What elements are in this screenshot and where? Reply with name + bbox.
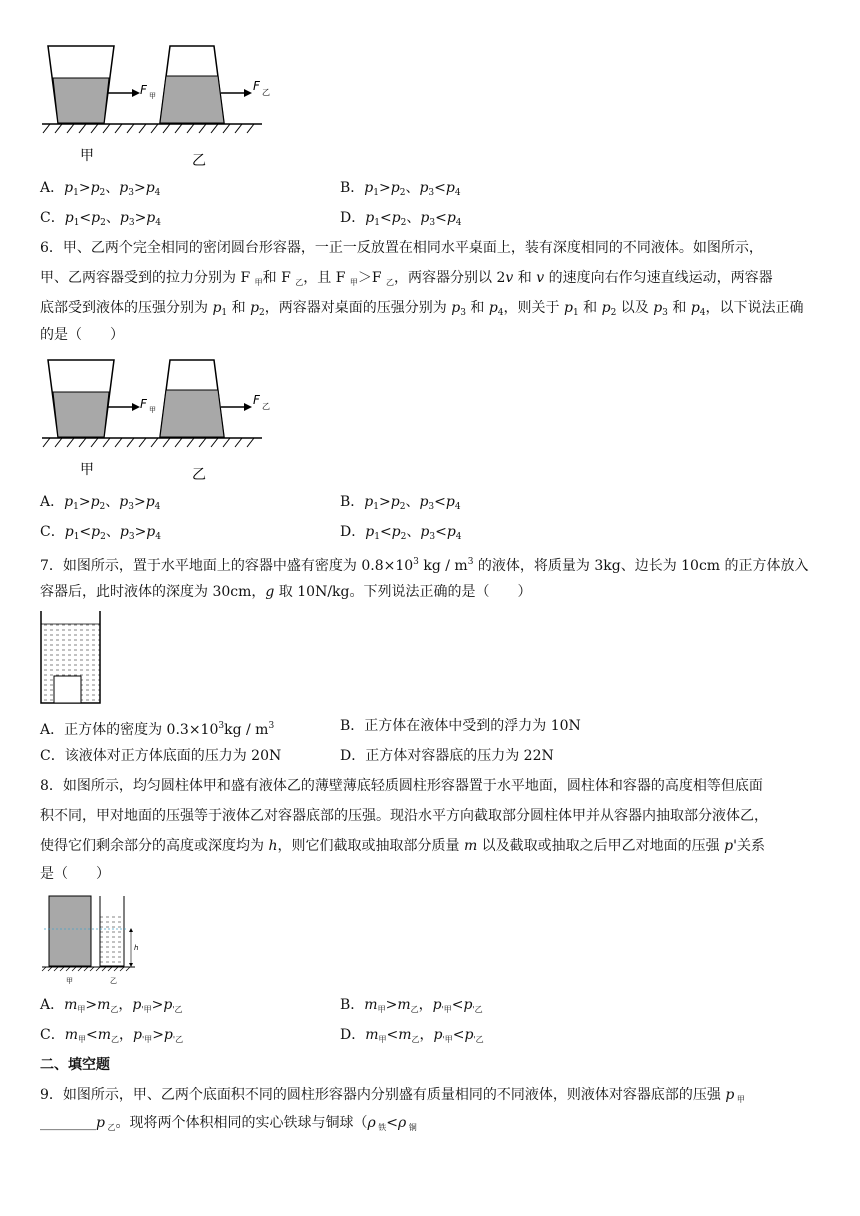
force-yi-label: F — [253, 393, 260, 407]
force-yi-label: F — [253, 79, 260, 93]
q8-option-a[interactable]: A．$m_甲>m_乙$，$p_{'甲}>p_{'乙}$ — [40, 997, 183, 1014]
q8-stem-line3: 使得它们剩余部分的高度或深度均为 h，则它们截取或抽取部分质量 m 以及截取或抽取之后甲乙对地面的压强 p'关系 — [40, 838, 765, 854]
figure-containers-q5 — [40, 38, 280, 173]
q6-option-b[interactable]: B．$p_1>p_2$、$p_3<p_4$ — [340, 494, 461, 512]
force-jia-label: F — [140, 83, 147, 97]
label-yi: 乙 — [110, 977, 117, 985]
h-label: h — [134, 944, 139, 952]
q7-option-c[interactable]: C．该液体对正方体底面的压力为 20N — [40, 748, 282, 764]
label-yi: 乙 — [192, 153, 206, 169]
q7-stem-line2: 容器后，此时液体的深度为 30cm，g 取 10N/kg。下列说法正确的是（ ） — [40, 584, 532, 600]
q8-option-b[interactable]: B．$m_甲>m_乙$，$p_{'甲}<p_{'乙}$ — [340, 997, 483, 1014]
q6-option-c[interactable]: C．$p_1<p_2$、$p_3>p_4$ — [40, 524, 161, 542]
section-heading-fill-in: 二、填空题 — [40, 1057, 110, 1073]
force-jia-label: F — [140, 397, 147, 411]
q8-stem-line1: 8．如图所示，均匀圆柱体甲和盛有液体乙的薄壁薄底轻质圆柱形容器置于水平地面，圆柱体和容器的高度相等但底面 — [40, 778, 763, 794]
q9-answer-blank[interactable]: ________ — [40, 1115, 96, 1131]
q7-option-b[interactable]: B．正方体在液体中受到的浮力为 10N — [340, 718, 581, 734]
figure-cylinder-and-container — [40, 890, 150, 986]
q6-stem-line4: 的是（ ） — [40, 327, 124, 343]
force-jia-sub: 甲 — [149, 92, 156, 100]
force-jia-sub: 甲 — [149, 406, 156, 414]
figure-containers-q6 — [40, 352, 280, 487]
label-jia: 甲 — [80, 148, 94, 164]
q5-option-d[interactable]: D．$p_1<p_2$、$p_3<p_4$ — [340, 210, 462, 228]
figure-cube-in-liquid — [38, 608, 104, 706]
q6-stem-line1: 6．甲、乙两个完全相同的密闭圆台形容器，一正一反放置在相同水平桌面上，装有深度相同的不同液体。如图所示， — [40, 240, 763, 256]
q6-stem-line2: 甲、乙两容器受到的拉力分别为 F $_甲$和 F $_乙$，且 F $_甲$＞F $_乙$，两容器分别以 2v 和 v 的速度向右作匀速直线运动，两容器 — [40, 270, 773, 287]
q5-option-b[interactable]: B．$p_1>p_2$、$p_3<p_4$ — [340, 180, 461, 198]
q8-stem-line4: 是（ ） — [40, 866, 110, 882]
force-yi-sub: 乙 — [262, 88, 270, 97]
q5-option-c[interactable]: C．$p_1<p_2$、$p_3>p_4$ — [40, 210, 161, 228]
q6-option-a[interactable]: A．$p_1>p_2$、$p_3>p_4$ — [40, 494, 161, 512]
q6-option-d[interactable]: D．$p_1<p_2$、$p_3<p_4$ — [340, 524, 462, 542]
q8-stem-line2: 积不同，甲对地面的压强等于液体乙对容器底部的压强。现沿水平方向截取部分圆柱体甲并从容器内抽取部分液体乙， — [40, 808, 768, 824]
q7-option-a[interactable]: A．正方体的密度为 $0.3\times 10^3kg / m^3$ — [40, 721, 275, 738]
q8-option-d[interactable]: D．$m_甲<m_乙$，$p_{'甲}<p_{'乙}$ — [340, 1027, 484, 1044]
label-jia: 甲 — [66, 977, 73, 985]
q6-stem-line3: 底部受到液体的压强分别为 $p_1$ 和 $p_2$，两容器对桌面的压强分别为 $p_3$ 和 $p_4$，则关于 $p_1$ 和 $p_2$ 以及 $p_3$ 和 $p_4$，以下说法正确 — [40, 300, 804, 318]
q7-stem-line1: 7．如图所示，置于水平地面上的容器中盛有密度为 $0.8\times 10^3$ kg / $m^3$ 的液体，将质量为 3kg、边长为 10cm 的正方体放入 — [40, 557, 809, 574]
force-yi-sub: 乙 — [262, 402, 270, 411]
q8-option-c[interactable]: C．$m_甲<m_乙$，$p_{'甲}>p_{'乙}$ — [40, 1027, 184, 1044]
q5-option-a[interactable]: A．$p_1>p_2$、$p_3>p_4$ — [40, 180, 161, 198]
q9-stem-line1: 9．如图所示，甲、乙两个底面积不同的圆柱形容器内分别盛有质量相同的不同液体，则液体对容器底部的压强 p $_甲$ — [40, 1087, 745, 1104]
label-yi: 乙 — [192, 467, 206, 483]
label-jia: 甲 — [80, 462, 94, 478]
q9-stem-line2: ________p $_乙$。现将两个体积相同的实心铁球与铜球（ρ $_铁$<ρ $_铜$ — [40, 1115, 417, 1132]
q7-option-d[interactable]: D．正方体对容器底的压力为 22N — [340, 748, 554, 764]
